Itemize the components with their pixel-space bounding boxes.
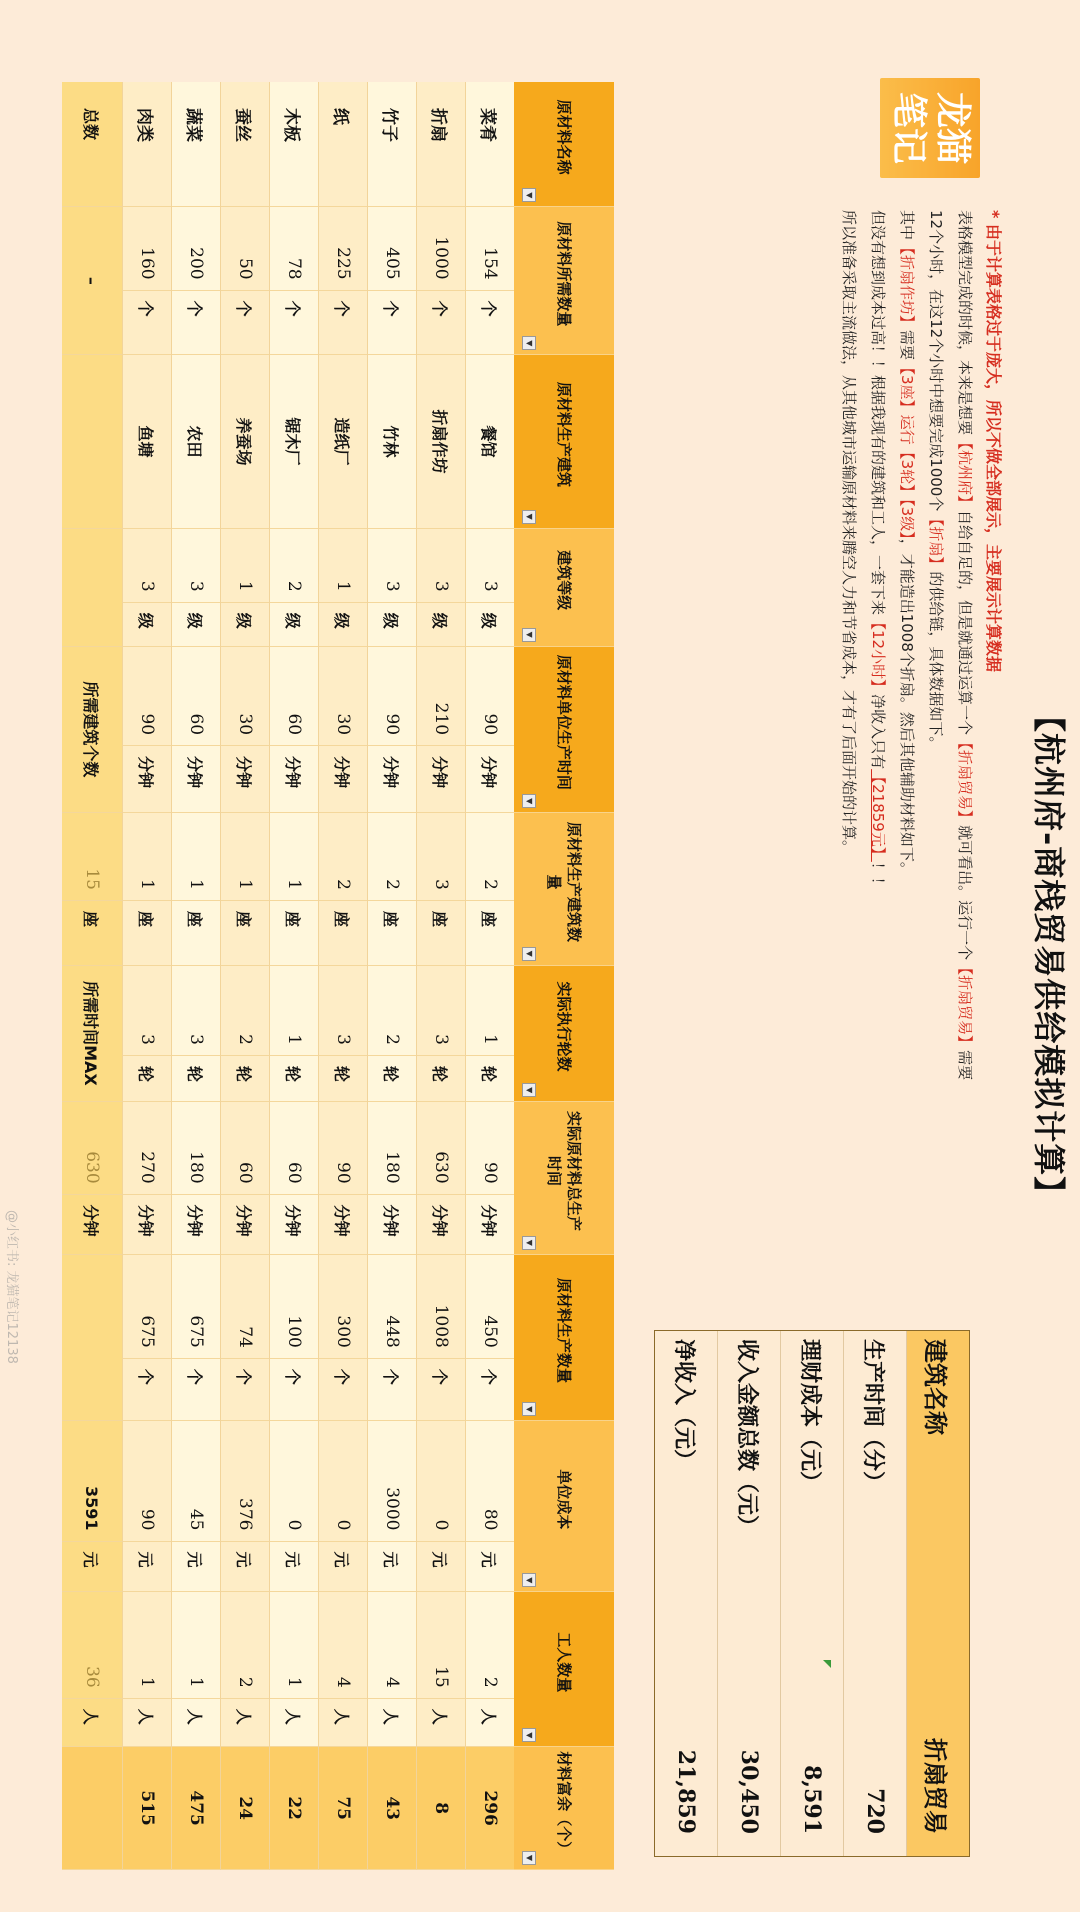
cell-rounds: 3 bbox=[123, 965, 172, 1055]
cell-building: 竹林 bbox=[368, 355, 417, 528]
header-label: 原材料生产建筑 bbox=[555, 382, 573, 488]
note-highlight: 【折扇作坊】 bbox=[898, 240, 916, 331]
header-label: 原材料生产数量 bbox=[555, 1278, 573, 1384]
cell-unit: 轮 bbox=[172, 1055, 221, 1101]
table-row bbox=[123, 82, 172, 1870]
note-text: 就可看出。运行一个 bbox=[956, 825, 974, 961]
cell-unit: 座 bbox=[319, 901, 368, 966]
cell-unit: 座 bbox=[270, 901, 319, 966]
cell-level: 3 bbox=[466, 528, 515, 602]
cell-output: 1008 bbox=[417, 1254, 466, 1358]
footer-cost-value: 3591 bbox=[62, 1421, 123, 1541]
note-text: 净收入只有 bbox=[869, 694, 887, 770]
cell-unit: 轮 bbox=[221, 1055, 270, 1101]
cell-level: 2 bbox=[270, 528, 319, 602]
cell-output: 100 bbox=[270, 1254, 319, 1358]
cell-total-time: 90 bbox=[466, 1102, 515, 1194]
header-label: 单位成本 bbox=[555, 1469, 573, 1530]
cell-unit: 个 bbox=[123, 1358, 172, 1420]
footer-cost-unit: 元 bbox=[62, 1541, 123, 1592]
footer-time-unit: 分钟 bbox=[62, 1194, 123, 1254]
cell-building: 折扇作坊 bbox=[417, 355, 466, 528]
cell-unit: 级 bbox=[172, 602, 221, 646]
note-line-6: 所以准备采取主流做法，从其他城市运输原材料来腾空人力和节省成本，才有了后面开始的计算。 bbox=[840, 210, 858, 856]
table-row bbox=[270, 82, 319, 1870]
note-highlight: 【3轮】 bbox=[898, 444, 916, 500]
cell-unit: 人 bbox=[123, 1698, 172, 1747]
cell-unit: 个 bbox=[221, 1358, 270, 1420]
cell-unit: 个 bbox=[172, 290, 221, 355]
cell-unit: 个 bbox=[368, 290, 417, 355]
cell-name: 蔬菜 bbox=[172, 82, 221, 207]
cell-surplus: 22 bbox=[270, 1747, 319, 1870]
cell-unit: 元 bbox=[466, 1541, 515, 1592]
column-header[interactable] bbox=[514, 355, 614, 528]
table-row bbox=[221, 82, 270, 1870]
footer-time-label: 所需时间MAX bbox=[62, 965, 123, 1101]
cell-unit: 分钟 bbox=[172, 1194, 221, 1254]
column-header[interactable] bbox=[514, 1747, 614, 1870]
filter-dropdown-icon[interactable]: ▼ bbox=[522, 510, 536, 524]
cell-building-count: 1 bbox=[123, 813, 172, 901]
cell-level: 1 bbox=[221, 528, 270, 602]
cell-workers: 1 bbox=[172, 1592, 221, 1698]
cell-workers: 4 bbox=[368, 1592, 417, 1698]
footer-empty bbox=[62, 355, 123, 528]
summary-header bbox=[906, 1331, 969, 1856]
cell-unit: 分钟 bbox=[123, 1194, 172, 1254]
cell-cost: 90 bbox=[123, 1421, 172, 1541]
cell-unit-time: 90 bbox=[123, 646, 172, 745]
footer-time-value: 630 bbox=[62, 1102, 123, 1194]
filter-dropdown-icon[interactable]: ▼ bbox=[522, 1573, 536, 1587]
cell-unit: 级 bbox=[368, 602, 417, 646]
cell-qty: 405 bbox=[368, 207, 417, 290]
cell-surplus: 43 bbox=[368, 1747, 417, 1870]
header-label: 建筑等级 bbox=[555, 550, 573, 611]
cell-unit: 级 bbox=[123, 602, 172, 646]
cell-unit-time: 60 bbox=[270, 646, 319, 745]
cell-unit-time: 30 bbox=[221, 646, 270, 745]
cell-name: 竹子 bbox=[368, 82, 417, 207]
cell-cost: 0 bbox=[417, 1421, 466, 1541]
cell-unit: 元 bbox=[368, 1541, 417, 1592]
filter-dropdown-icon[interactable]: ▼ bbox=[522, 336, 536, 350]
cell-total-time: 90 bbox=[319, 1102, 368, 1194]
cell-building-count: 1 bbox=[270, 813, 319, 901]
cell-unit: 轮 bbox=[368, 1055, 417, 1101]
cell-unit: 个 bbox=[221, 290, 270, 355]
cell-unit: 分钟 bbox=[466, 746, 515, 813]
cell-unit: 人 bbox=[172, 1698, 221, 1747]
filter-dropdown-icon[interactable]: ▼ bbox=[522, 628, 536, 642]
cell-level: 3 bbox=[172, 528, 221, 602]
footer-label: 总数 bbox=[62, 82, 123, 207]
cell-unit: 座 bbox=[123, 901, 172, 966]
cell-qty: 50 bbox=[221, 207, 270, 290]
cell-unit-time: 90 bbox=[368, 646, 417, 745]
cell-unit: 人 bbox=[368, 1698, 417, 1747]
note-text: 表格模型完成的时候，本来是想要 bbox=[956, 210, 974, 436]
footer-workers-value: 36 bbox=[62, 1592, 123, 1698]
cell-name: 菜肴 bbox=[466, 82, 515, 207]
note-text: 需要 bbox=[898, 330, 916, 361]
cell-unit: 级 bbox=[466, 602, 515, 646]
page-title: 【杭州府-商栈贸易供给模拟计算】 bbox=[1030, 700, 1068, 1210]
cell-unit: 元 bbox=[417, 1541, 466, 1592]
cell-unit: 个 bbox=[270, 1358, 319, 1420]
cell-qty: 154 bbox=[466, 207, 515, 290]
header-label: 实际执行轮数 bbox=[555, 981, 573, 1072]
cell-workers: 15 bbox=[417, 1592, 466, 1698]
note-highlight: 【3座】 bbox=[898, 360, 916, 415]
cell-unit: 元 bbox=[319, 1541, 368, 1592]
summary-label: 收入金额总数（元） bbox=[734, 1339, 760, 1538]
cell-unit: 轮 bbox=[270, 1055, 319, 1101]
cell-unit: 个 bbox=[172, 1358, 221, 1420]
summary-label: 生产时间（分） bbox=[860, 1339, 886, 1494]
table-row bbox=[172, 82, 221, 1870]
cell-cost: 80 bbox=[466, 1421, 515, 1541]
materials-table bbox=[62, 82, 614, 1870]
cell-rounds: 1 bbox=[466, 965, 515, 1055]
cell-unit: 个 bbox=[466, 1358, 515, 1420]
cell-output: 450 bbox=[466, 1254, 515, 1358]
note-text: 其中 bbox=[898, 210, 916, 241]
logo-line-1: 龙猫 bbox=[932, 91, 973, 164]
filter-dropdown-icon[interactable]: ▼ bbox=[522, 1236, 536, 1250]
cell-output: 448 bbox=[368, 1254, 417, 1358]
cell-workers: 2 bbox=[221, 1592, 270, 1698]
cell-total-time: 180 bbox=[368, 1102, 417, 1194]
footer-empty bbox=[62, 1747, 123, 1870]
cell-cost: 0 bbox=[270, 1421, 319, 1541]
cell-workers: 1 bbox=[123, 1592, 172, 1698]
column-header[interactable] bbox=[514, 646, 614, 812]
cell-unit: 元 bbox=[172, 1541, 221, 1592]
table-header-row bbox=[514, 82, 614, 1870]
cell-workers: 2 bbox=[466, 1592, 515, 1698]
note-highlight: 【折扇】 bbox=[927, 511, 945, 572]
cell-unit: 座 bbox=[221, 901, 270, 966]
note-highlight: 【3级】 bbox=[898, 499, 916, 539]
cell-unit-time: 30 bbox=[319, 646, 368, 745]
table-row bbox=[368, 82, 417, 1870]
cell-building-count: 1 bbox=[221, 813, 270, 901]
summary-label: 净收入（元） bbox=[671, 1339, 697, 1472]
cell-unit: 轮 bbox=[417, 1055, 466, 1101]
cell-unit: 分钟 bbox=[417, 746, 466, 813]
note-line-5 bbox=[863, 210, 892, 1070]
cell-unit: 级 bbox=[417, 602, 466, 646]
note-line-1: * 由于计算表格过于庞大，所以不做全部展示，主要展示计算数据 bbox=[984, 210, 1003, 672]
cell-name: 折扇 bbox=[417, 82, 466, 207]
note-highlight: 【杭州府】 bbox=[956, 435, 974, 511]
cell-unit: 个 bbox=[123, 290, 172, 355]
header-label: 原材料单位生产时间 bbox=[555, 654, 573, 790]
note-line-4 bbox=[892, 210, 921, 1070]
logo-line-2: 笔记 bbox=[888, 91, 929, 164]
cell-name: 肉类 bbox=[123, 82, 172, 207]
summary-value: 30,450 bbox=[736, 1749, 762, 1834]
filter-dropdown-icon[interactable]: ▼ bbox=[522, 794, 536, 808]
cell-cost: 45 bbox=[172, 1421, 221, 1541]
cell-rounds: 2 bbox=[368, 965, 417, 1055]
cell-building: 养蚕场 bbox=[221, 355, 270, 528]
cell-unit: 级 bbox=[270, 602, 319, 646]
cell-unit: 级 bbox=[221, 602, 270, 646]
footer-dash: – bbox=[62, 207, 123, 355]
note-text: 自给自足的，但是就通过运算一个 bbox=[956, 510, 974, 736]
note-text: 的供给链，具体数据如下。 bbox=[927, 571, 945, 752]
cell-rounds: 1 bbox=[270, 965, 319, 1055]
cell-unit: 级 bbox=[319, 602, 368, 646]
cell-name: 木板 bbox=[270, 82, 319, 207]
cell-level: 3 bbox=[123, 528, 172, 602]
filter-dropdown-icon[interactable]: ▼ bbox=[522, 188, 536, 202]
cell-unit: 分钟 bbox=[270, 746, 319, 813]
cell-unit: 元 bbox=[221, 1541, 270, 1592]
table-footer-row bbox=[62, 82, 123, 1870]
column-header[interactable] bbox=[514, 965, 614, 1101]
cell-cost: 0 bbox=[319, 1421, 368, 1541]
filter-dropdown-icon[interactable]: ▼ bbox=[522, 947, 536, 961]
cell-unit: 个 bbox=[417, 1358, 466, 1420]
cell-building-count: 2 bbox=[466, 813, 515, 901]
cell-surplus: 75 bbox=[319, 1747, 368, 1870]
note-highlight: 【折扇贸易】 bbox=[956, 960, 974, 1051]
header-label: 原材料名称 bbox=[555, 99, 573, 175]
cell-building: 餐馆 bbox=[466, 355, 515, 528]
cell-unit: 元 bbox=[270, 1541, 319, 1592]
summary-row bbox=[843, 1331, 906, 1856]
cell-rounds: 2 bbox=[221, 965, 270, 1055]
cell-unit: 个 bbox=[368, 1358, 417, 1420]
note-highlight: 【21859元】 bbox=[869, 769, 887, 862]
cell-output: 74 bbox=[221, 1254, 270, 1358]
summary-box bbox=[654, 1330, 970, 1857]
column-header[interactable] bbox=[514, 82, 614, 207]
cell-unit: 轮 bbox=[466, 1055, 515, 1101]
cell-surplus: 515 bbox=[123, 1747, 172, 1870]
cell-unit: 分钟 bbox=[466, 1194, 515, 1254]
note-line-3 bbox=[921, 210, 950, 1070]
cell-unit: 元 bbox=[123, 1541, 172, 1592]
cell-workers: 1 bbox=[270, 1592, 319, 1698]
summary-header-value: 折扇贸易 bbox=[921, 1738, 951, 1834]
cell-unit: 个 bbox=[319, 1358, 368, 1420]
cell-unit: 分钟 bbox=[319, 1194, 368, 1254]
cell-unit: 人 bbox=[270, 1698, 319, 1747]
cell-total-time: 270 bbox=[123, 1102, 172, 1194]
note-text: 需要 bbox=[956, 1050, 974, 1081]
table-row bbox=[319, 82, 368, 1870]
cell-unit: 分钟 bbox=[221, 746, 270, 813]
footer-buildings-value: 15 bbox=[62, 813, 123, 901]
cell-unit: 座 bbox=[368, 901, 417, 966]
summary-value: 8,591 bbox=[799, 1664, 825, 1856]
note-highlight: 【折扇贸易】 bbox=[956, 735, 974, 826]
cell-unit: 轮 bbox=[319, 1055, 368, 1101]
cell-total-time: 60 bbox=[221, 1102, 270, 1194]
cell-building-count: 2 bbox=[368, 813, 417, 901]
column-header[interactable] bbox=[514, 1592, 614, 1747]
cell-unit: 个 bbox=[417, 290, 466, 355]
footer-empty bbox=[62, 1254, 123, 1420]
header-label: 工人数量 bbox=[555, 1632, 573, 1693]
cell-unit: 个 bbox=[319, 290, 368, 355]
column-header[interactable] bbox=[514, 207, 614, 355]
cell-name: 纸 bbox=[319, 82, 368, 207]
cell-unit-time: 60 bbox=[172, 646, 221, 745]
cell-unit: 人 bbox=[417, 1698, 466, 1747]
cell-unit: 分钟 bbox=[221, 1194, 270, 1254]
cell-unit: 个 bbox=[270, 290, 319, 355]
cell-unit-time: 210 bbox=[417, 646, 466, 745]
table-row bbox=[417, 82, 466, 1870]
header-label: 材料富余（个） bbox=[555, 1751, 573, 1857]
cell-surplus: 24 bbox=[221, 1747, 270, 1870]
column-header[interactable] bbox=[514, 1254, 614, 1420]
note-text: 12个小时，在这12个小时中想要完成1000个 bbox=[927, 210, 945, 512]
summary-value: 720 bbox=[862, 1788, 888, 1834]
cell-qty: 78 bbox=[270, 207, 319, 290]
cell-unit: 分钟 bbox=[417, 1194, 466, 1254]
summary-label: 理财成本（元） bbox=[797, 1339, 823, 1494]
cell-surplus: 475 bbox=[172, 1747, 221, 1870]
cell-surplus: 296 bbox=[466, 1747, 515, 1870]
filter-dropdown-icon[interactable]: ▼ bbox=[522, 1083, 536, 1097]
filter-dropdown-icon[interactable]: ▼ bbox=[522, 1851, 536, 1865]
cell-unit: 座 bbox=[172, 901, 221, 966]
cell-unit: 个 bbox=[466, 290, 515, 355]
cell-building-count: 1 bbox=[172, 813, 221, 901]
column-header[interactable] bbox=[514, 1102, 614, 1255]
cell-workers: 4 bbox=[319, 1592, 368, 1698]
cell-output: 300 bbox=[319, 1254, 368, 1358]
cell-rounds: 3 bbox=[172, 965, 221, 1055]
column-header[interactable] bbox=[514, 1421, 614, 1592]
cell-qty: 225 bbox=[319, 207, 368, 290]
note-text: ，才能造出1008个折扇。然后其他辅助材料如下。 bbox=[898, 538, 916, 877]
footer-workers-unit: 人 bbox=[62, 1698, 123, 1747]
cell-building: 鱼塘 bbox=[123, 355, 172, 528]
logo bbox=[880, 78, 980, 178]
cell-total-time: 180 bbox=[172, 1102, 221, 1194]
cell-building-count: 2 bbox=[319, 813, 368, 901]
footer-buildings-label: 所需建筑个数 bbox=[62, 646, 123, 812]
cell-unit: 人 bbox=[319, 1698, 368, 1747]
cell-qty: 1000 bbox=[417, 207, 466, 290]
cell-building: 锯木厂 bbox=[270, 355, 319, 528]
summary-row bbox=[717, 1331, 780, 1856]
cell-output: 675 bbox=[123, 1254, 172, 1358]
cell-qty: 160 bbox=[123, 207, 172, 290]
cell-building: 农田 bbox=[172, 355, 221, 528]
cell-total-time: 60 bbox=[270, 1102, 319, 1194]
summary-row bbox=[780, 1331, 843, 1856]
column-header[interactable] bbox=[514, 528, 614, 646]
header-label: 原材料生产建筑数量 bbox=[545, 821, 583, 942]
cell-building: 造纸厂 bbox=[319, 355, 368, 528]
cell-unit: 分钟 bbox=[368, 746, 417, 813]
cell-rounds: 3 bbox=[417, 965, 466, 1055]
cell-unit: 分钟 bbox=[172, 746, 221, 813]
table-row bbox=[466, 82, 515, 1870]
cell-unit: 人 bbox=[221, 1698, 270, 1747]
cell-unit: 分钟 bbox=[368, 1194, 417, 1254]
note-highlight: 运行 bbox=[898, 414, 916, 445]
cell-output: 675 bbox=[172, 1254, 221, 1358]
cell-unit: 分钟 bbox=[319, 746, 368, 813]
header-label: 原材料所需数量 bbox=[555, 221, 573, 327]
cell-level: 3 bbox=[368, 528, 417, 602]
watermark: @小红书: 龙猫笔记12138 bbox=[4, 1210, 19, 1364]
cell-unit: 分钟 bbox=[270, 1194, 319, 1254]
cell-name: 蚕丝 bbox=[221, 82, 270, 207]
footer-empty bbox=[62, 528, 123, 646]
cell-qty: 200 bbox=[172, 207, 221, 290]
note-text: ！！ bbox=[869, 861, 887, 892]
cell-building-count: 3 bbox=[417, 813, 466, 901]
summary-row bbox=[655, 1331, 717, 1856]
cell-unit: 座 bbox=[417, 901, 466, 966]
cell-cost: 3000 bbox=[368, 1421, 417, 1541]
summary-header-label: 建筑名称 bbox=[921, 1339, 950, 1435]
column-header[interactable] bbox=[514, 813, 614, 966]
cell-unit: 轮 bbox=[123, 1055, 172, 1101]
filter-dropdown-icon[interactable]: ▼ bbox=[522, 1402, 536, 1416]
note-text: 但没有想到成本过高！！根据我现有的建筑和工人，一套下来 bbox=[869, 210, 887, 616]
note-line-2 bbox=[950, 210, 979, 1081]
cell-unit-time: 90 bbox=[466, 646, 515, 745]
footer-buildings-unit: 座 bbox=[62, 901, 123, 966]
notes bbox=[834, 210, 1008, 1081]
cell-unit: 人 bbox=[466, 1698, 515, 1747]
cell-total-time: 630 bbox=[417, 1102, 466, 1194]
cell-cost: 376 bbox=[221, 1421, 270, 1541]
cell-unit: 座 bbox=[466, 901, 515, 966]
cell-surplus: 8 bbox=[417, 1747, 466, 1870]
cell-unit: 分钟 bbox=[123, 746, 172, 813]
cell-level: 1 bbox=[319, 528, 368, 602]
cell-level: 3 bbox=[417, 528, 466, 602]
header-label: 实际原材料总生产时间 bbox=[545, 1110, 583, 1231]
summary-value: 21,859 bbox=[673, 1749, 699, 1834]
filter-dropdown-icon[interactable]: ▼ bbox=[522, 1728, 536, 1742]
note-highlight: 【12小时】 bbox=[869, 615, 887, 695]
cell-rounds: 3 bbox=[319, 965, 368, 1055]
